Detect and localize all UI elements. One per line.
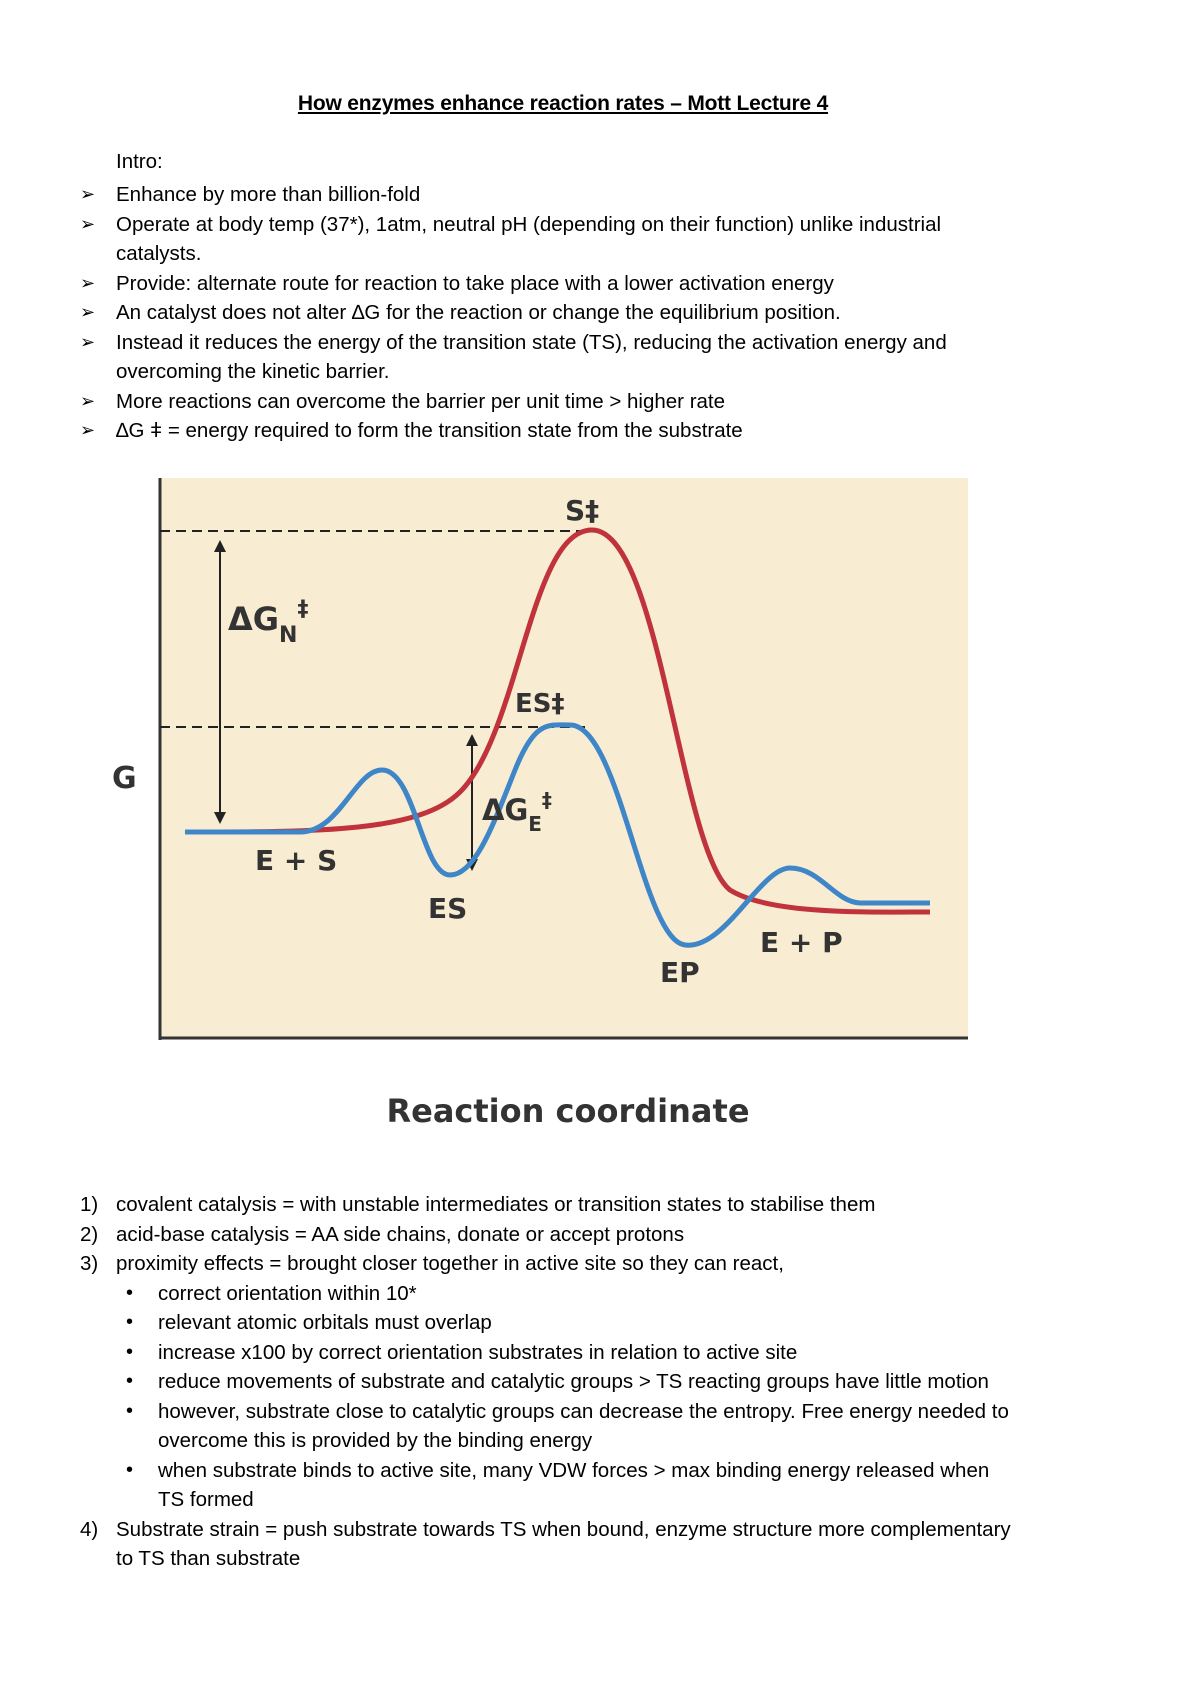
bullet-icon: • [126, 1370, 134, 1392]
arrow-bullet-icon: ➢ [80, 184, 96, 204]
ep-label: EP [660, 956, 700, 989]
sub-list-item-text: relevant atomic orbitals must overlap [158, 1311, 492, 1334]
sub-list-item [116, 1338, 1020, 1368]
list-number: 3) [80, 1252, 99, 1275]
x-axis-label: Reaction coordinate [386, 1092, 750, 1130]
bullet-icon: • [126, 1340, 134, 1363]
bullet-icon: • [126, 1311, 134, 1333]
list-item-text: ∆G ǂ = energy required to form the transition state from the substrate [116, 419, 743, 442]
list-item [80, 387, 1020, 417]
intro-label: Intro: [116, 150, 163, 173]
sub-list-item [116, 1308, 1020, 1338]
list-item-text: acid-base catalysis = AA side chains, donate or accept protons [116, 1222, 685, 1246]
list-item-text: Provide: alternate route for reaction to take place with a lower activation energy [116, 271, 834, 295]
list-item-text: proximity effects = brought closer together in active site so they can react, [116, 1252, 784, 1275]
sub-list-item-text: correct orientation within 10* [158, 1281, 417, 1305]
list-item [80, 328, 1020, 387]
e-p-label: E + P [760, 926, 843, 959]
dge-label-main: ΔG [482, 793, 529, 827]
dge-label-sub: E [528, 812, 542, 836]
bullet-icon: • [126, 1458, 134, 1481]
es-label: ES [428, 892, 468, 925]
mechanism-list [80, 1190, 1020, 1574]
diagram-background [160, 478, 968, 1038]
list-item-text: Substrate strain = push substrate towards TS when bound, enzyme structure more complementary to TS than substrate [116, 1517, 1011, 1570]
dgn-label-dagger: ‡ [297, 597, 309, 622]
sub-list-item [116, 1279, 1020, 1309]
s-ts-label: S‡ [565, 494, 600, 527]
arrow-bullet-icon: ➢ [80, 420, 96, 440]
sub-list-item [116, 1367, 1020, 1397]
sub-list-item [116, 1397, 1020, 1456]
sub-list-item-text: increase x100 by correct orientation substrates in relation to active site [158, 1340, 798, 1364]
list-item [80, 210, 1020, 269]
sub-list-item [116, 1456, 1020, 1515]
list-item [80, 180, 1020, 210]
arrow-bullet-icon: ➢ [80, 272, 96, 293]
dgn-label-main: ΔG [228, 600, 280, 638]
list-item-text: An catalyst does not alter ∆G for the reaction or change the equilibrium position. [116, 301, 841, 324]
arrow-bullet-icon: ➢ [80, 302, 96, 322]
list-item [80, 269, 1020, 299]
sub-list [116, 1279, 1020, 1515]
y-axis-label: G [112, 761, 137, 796]
page-title: How enzymes enhance reaction rates – Mott Lecture 4 [297, 92, 829, 115]
list-item [80, 298, 1020, 328]
bullet-icon: • [126, 1281, 134, 1304]
es-ts-label: ES‡ [515, 689, 565, 719]
arrow-bullet-icon: ➢ [80, 213, 96, 234]
list-number: 4) [80, 1517, 99, 1541]
list-item-text: Instead it reduces the energy of the transition state (TS), reducing the activation energy and overcoming the kinetic barrier. [116, 330, 947, 383]
sub-list-item-text: however, substrate close to catalytic groups can decrease the entropy. Free energy needed to overcome this is provided by the binding energy [158, 1399, 1009, 1452]
sub-list-item-text: reduce movements of substrate and catalytic groups > TS reacting groups have little motion [158, 1370, 989, 1393]
arrow-bullet-icon: ➢ [80, 390, 96, 411]
list-item [80, 416, 1020, 446]
list-item [80, 1249, 1020, 1515]
energy-diagram [112, 470, 980, 1150]
dgn-label-sub: N [279, 623, 298, 648]
sub-list-item-text: when substrate binds to active site, many VDW forces > max binding energy released when TS formed [158, 1458, 990, 1511]
bullet-icon: • [126, 1399, 134, 1422]
list-item-text: Enhance by more than billion-fold [116, 183, 421, 206]
list-number: 1) [80, 1193, 99, 1216]
list-item-text: More reactions can overcome the barrier per unit time > higher rate [116, 389, 726, 413]
list-number: 2) [80, 1222, 99, 1246]
list-item [80, 1515, 1020, 1574]
e-s-label: E + S [255, 844, 338, 877]
list-item-text: covalent catalysis = with unstable intermediates or transition states to stabilise them [116, 1193, 876, 1216]
arrow-bullet-icon: ➢ [80, 331, 96, 352]
list-item-text: Operate at body temp (37*), 1atm, neutral pH (depending on their function) unlike industrial catalysts. [116, 212, 942, 265]
intro-list [80, 180, 1020, 446]
list-item [80, 1220, 1020, 1250]
dge-label-dagger: ‡ [541, 788, 552, 812]
list-item [80, 1190, 1020, 1220]
